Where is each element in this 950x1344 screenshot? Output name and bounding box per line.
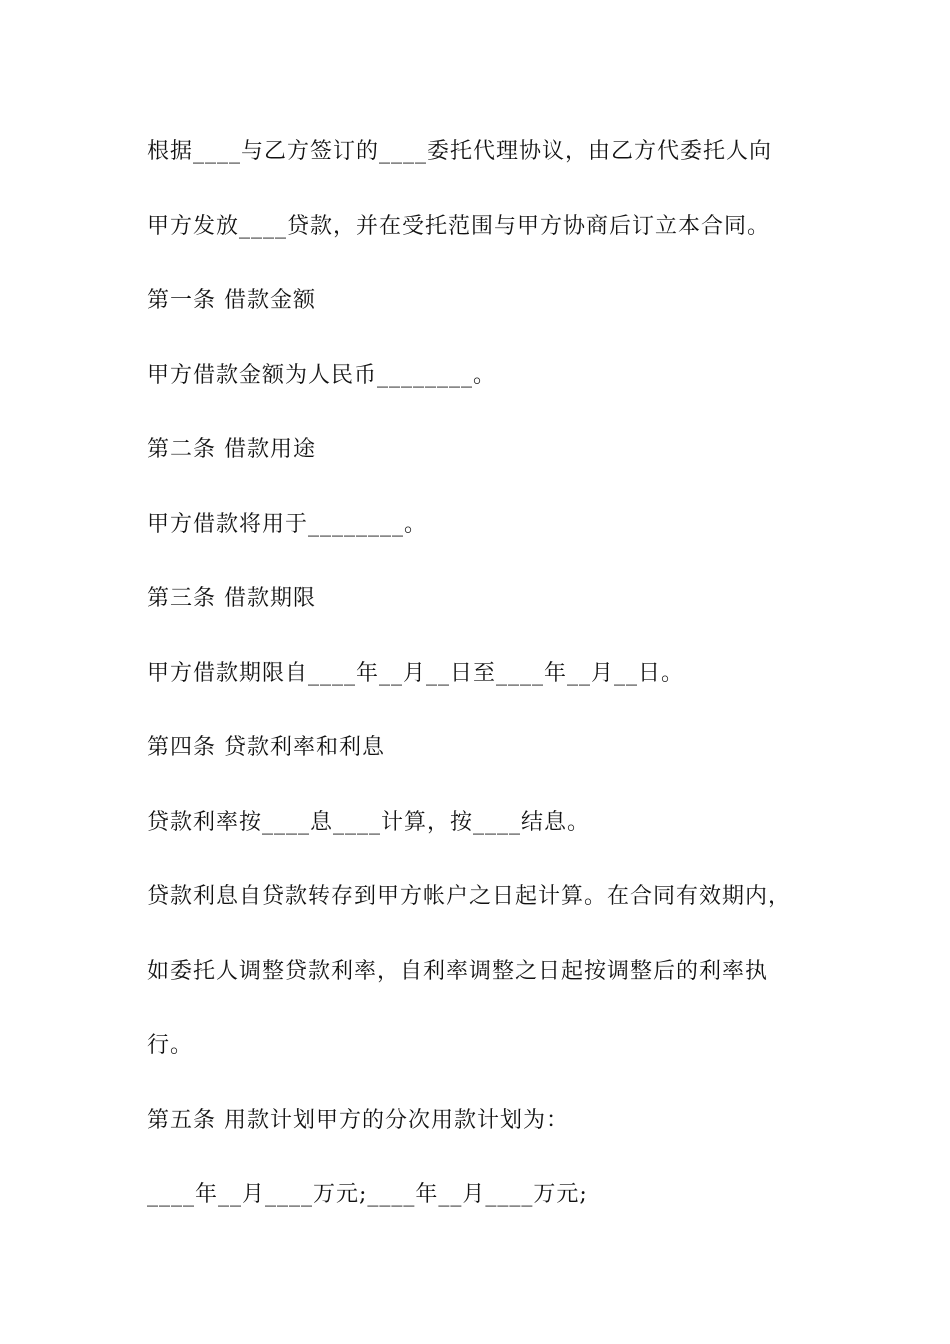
article-1-heading: 第一条 借款金额 [147, 288, 316, 313]
article-3-text: 甲方借款期限自____年__月__日至____年__月__日。 [147, 661, 685, 686]
paragraph-intro-line-1: 根据____与乙方签订的____委托代理协议，由乙方代委托人向 [147, 139, 773, 164]
article-5-plan-line: ____年__月____万元;____年__月____万元; [147, 1182, 588, 1207]
article-1-text: 甲方借款金额为人民币________。 [147, 363, 497, 388]
paragraph-intro-line-2: 甲方发放____贷款，并在受托范围与甲方协商后订立本合同。 [147, 214, 771, 239]
article-2-text: 甲方借款将用于________。 [147, 512, 428, 537]
article-4-rate-text: 贷款利率按____息____计算，按____结息。 [147, 810, 591, 835]
article-5-heading: 第五条 用款计划甲方的分次用款计划为： [147, 1108, 569, 1133]
article-3-heading: 第三条 借款期限 [147, 586, 316, 611]
article-4-interest-line-3: 行。 [147, 1033, 194, 1058]
article-4-interest-line-1: 贷款利息自贷款转存到甲方帐户之日起计算。在合同有效期内， [147, 884, 792, 909]
article-4-heading: 第四条 贷款利率和利息 [147, 735, 385, 760]
article-2-heading: 第二条 借款用途 [147, 437, 316, 462]
article-4-interest-line-2: 如委托人调整贷款利率，自利率调整之日起按调整后的利率执 [147, 959, 769, 984]
